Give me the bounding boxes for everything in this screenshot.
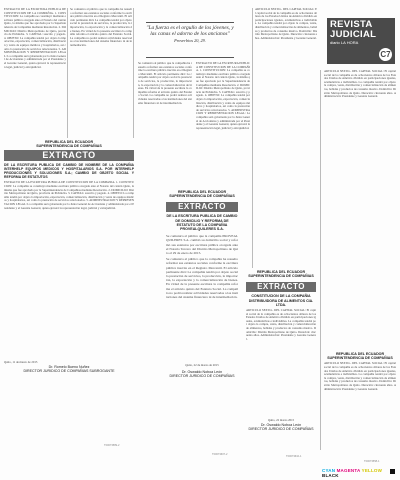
cmyk-registration (322, 468, 400, 478)
notice-c-body: ARTICULO SEXTO.- DEL CAPITAL SOCIAL: El capital social de la compañía es de ochocientos dólares de los Estados Unidos de América dividido en participaciones iguales, acumulativas e indivisibles. La compañía tendrá por objeto la compra, venta, distribución y comercialización de alimentos, bebidas y productos de consumo masivo. Domicilio: Distrito Metropolitano de Quito. Duración: cincuenta años. Administración: Presidente y Gerente General. (246, 309, 316, 341)
stamp-3: T00073610-1 (286, 455, 302, 458)
column-divider (320, 70, 321, 450)
cmyk-black: BLACK (322, 473, 339, 478)
column-divider (252, 8, 253, 268)
registration-swatch (390, 469, 395, 474)
notice-c-sign-title: DIRECTOR JURIDICO DE COMPAÑIAS (248, 426, 314, 431)
notice-c-superintendencia: SUPERINTENDENCIA DE COMPAÑIAS (248, 274, 314, 279)
page-number: C7 (380, 50, 391, 59)
notice-b-republic: REPUBLICA DEL ECUADOR (177, 190, 227, 194)
notice-a-sign-name: Dr. Romelo Bueno Nuñez (48, 365, 90, 369)
notice-c (246, 270, 316, 450)
notice-a-sign-title: DIRECTOR JURIDICO DE COMPAÑIAS SUBROGANTE (23, 369, 115, 374)
notice-d (324, 352, 396, 460)
notice-b-subject: DE LA ESCRITURA PUBLICA DE CAMBIO DE DOMICILIO Y REFORMA DE ESTATUTO DE LA COMPAÑIA PROVEALQUILERES S.A. (166, 214, 238, 232)
stamp-4: T00073558-1 (364, 460, 380, 463)
column-6-text: ARTICULO SEXTO.- DEL CAPITAL SOCIAL: El capital social de la compañía es de ochocientos dólares de los Estados Unidos de América dividido en participaciones iguales, acumulativas e indivisibles. La compañía tendrá por objeto la compra, venta, distribución y comercialización de alimentos, bebidas y productos de consumo masivo. Domicilio: Distrito Metropolitano de Quito. Duración: cincuenta años. Administración: Presidente y Gerente General. (324, 70, 396, 99)
notice-a (4, 140, 134, 436)
notice-b-date: Quito, 22 de marzo de 2015 (185, 363, 219, 368)
notice-a-band: EXTRACTO (4, 150, 134, 161)
column-2-text: Se comunica al público que la compañía ha resuelto reformar sus estatutos sociales conforme la escritura pública inscrita en el Registro Mercantil. El artículo pertinente dirá: La compañía tendrá por objeto social la prestación de servicios, la producción, la importación, la exportación y la comercialización de bienes. En virtud de la presente escritura la compañía reforma el artículo quinto del Estatuto Social. La compañía no podrá realizar actividades reservadas a las instituciones del sistema financiero ni de intermediación. (70, 8, 132, 47)
quote-box (146, 22, 234, 58)
notice-c-band: EXTRACTO (246, 282, 316, 292)
column-1-text: EXTRACTO DE LA ESCRITURA PUBLICA DE CONSTITUCION DE LA COMPAÑIA. 1. CONSTITUCION: La compañía se constituyó mediante escritura pública otorgada ante el Notario del cantón Quito, la misma que fue aprobada por la Superintendencia de Compañías mediante Resolución. 2. DOMICILIO: Distrito Metropolitano de Quito, provincia de Pichincha. 3. CAPITAL: suscrito y pagado. 4. OBJETO: La compañía tendrá por objeto la importación, exportación, comercialización, distribución y venta de equipos médicos y hospitalarios, así como la prestación de servicios relacionados. 5. ADMINISTRACION Y REPRESENTACION LEGAL: La compañía será gobernada por la Junta General de Accionistas y administrada por el Presidente y el Gerente General, quien ejercerá la representación legal, judicial y extrajudicial. (4, 8, 66, 69)
notice-a-subject: DE LA ESCRITURA PUBLICA DE CAMBIO DE NOMBRE DE LA COMPAÑIA INTERHELP EQUIPOS MEDICOS Y HOSPITALARIOS S.A. POR INTERHELP PRODUCCIONES Y SOLUCIONES S.A.; CAMBIO DE OBJETO SOCIAL Y REFORMA DE ESTATUTOS (4, 163, 134, 180)
notice-a-superintendencia: SUPERINTENDENCIA DE COMPAÑIAS (36, 144, 102, 149)
notice-c-republic: REPUBLICA DEL ECUADOR (256, 270, 306, 274)
stamp-2: T00073607-2 (212, 453, 228, 456)
quote-source: Proverbios 20, 29. (174, 38, 206, 44)
masthead-title: REVISTA JUDICIAL (330, 19, 377, 40)
notice-b-band: EXTRACTO (166, 202, 238, 212)
notice-b (166, 190, 238, 452)
stamp-1: T00073589-2 (104, 444, 120, 447)
cmyk-yellow: YELLOW (361, 468, 383, 473)
notice-d-body: ARTICULO SEXTO.- DEL CAPITAL SOCIAL: El capital social de la compañía es de ochocientos dólares de los Estados Unidos de América dividido en participaciones iguales, acumulativas e indivisibles. La compañía tendrá por objeto la compra, venta, distribución y comercialización de alimentos, bebidas y productos de consumo masivo. Domicilio: Distrito Metropolitano de Quito. Duración: cincuenta años. Administración: Presidente y Gerente General. (324, 362, 396, 391)
cmyk-magenta: MAGENTA (336, 468, 361, 473)
brand-name: diario (330, 40, 340, 45)
notice-b-superintendencia: SUPERINTENDENCIA DE COMPAÑIAS (169, 194, 235, 199)
notice-c-date: Quito, 22 marzo 2015 (267, 418, 295, 423)
notice-d-republic: REPUBLICA DEL ECUADOR (335, 352, 385, 356)
masthead (327, 18, 395, 64)
notice-c-sign-name: Dr. Oswaldo Noboa León (260, 422, 302, 427)
notice-b-body: Se comunica al público que la compañía PROVEALQUILERES S.A. cambió su domicilio social y reformó sus estatutos por escritura pública otorgada ante el Notario Tercero del Distrito Metropolitano de Quito el 29 de enero de 2015. (166, 234, 238, 256)
column-3-text: Se comunica al público que la compañía ha resuelto reformar sus estatutos sociales conforme la escritura pública inscrita en el Registro Mercantil. El artículo pertinente dirá: La compañía tendrá por objeto social la prestación de servicios, la producción, la importación, la exportación y la comercialización de bienes. En virtud de la presente escritura la compañía reforma el artículo quinto del Estatuto Social. La compañía no podrá realizar actividades reservadas a las instituciones del sistema financiero ni de intermediación. (138, 62, 192, 105)
notice-a-body: EXTRACTO DE LA ESCRITURA PUBLICA DE CONSTITUCION DE LA COMPAÑIA. 1. CONSTITUCION: La compañía se constituyó mediante escritura pública otorgada ante el Notario del cantón Quito, la misma que fue aprobada por la Superintendencia de Compañías mediante Resolución. 2. DOMICILIO: Distrito Metropolitano de Quito, provincia de Pichincha. 3. CAPITAL: suscrito y pagado. 4. OBJETO: La compañía tendrá por objeto la importación, exportación, comercialización, distribución y venta de equipos médicos y hospitalarios, así como la prestación de servicios relacionados. 5. ADMINISTRACION Y REPRESENTACION LEGAL: La compañía será gobernada por la Junta General de Accionistas y administrada por el Presidente y el Gerente General, quien ejercerá la representación legal, judicial y extrajudicial. (4, 181, 134, 210)
quote-text: "La fuerza es el orgullo de los jóvenes, y las canas el adorno de los ancianos" (146, 25, 234, 38)
column-divider (67, 8, 68, 138)
column-5-text: ARTICULO SEXTO.- DEL CAPITAL SOCIAL: El capital social de la compañía es de ochocientos dólares de los Estados Unidos de América dividido en participaciones iguales, acumulativas e indivisibles. La compañía tendrá por objeto la compra, venta, distribución y comercialización de alimentos, bebidas y productos de consumo masivo. Domicilio: Distrito Metropolitano de Quito. Duración: cincuenta años. Administración: Presidente y Gerente General. (255, 8, 317, 40)
brand-sub: LA HORA (340, 40, 359, 45)
cmyk-cyan: CYAN (322, 468, 336, 473)
column-4-text: EXTRACTO DE LA ESCRITURA PUBLICA DE CONSTITUCION DE LA COMPAÑIA. 1. CONSTITUCION: La compañía se constituyó mediante escritura pública otorgada ante el Notario del cantón Quito, la misma que fue aprobada por la Superintendencia de Compañías mediante Resolución. 2. DOMICILIO: Distrito Metropolitano de Quito, provincia de Pichincha. 3. CAPITAL: suscrito y pagado. 4. OBJETO: La compañía tendrá por objeto la importación, exportación, comercialización, distribución y venta de equipos médicos y hospitalarios, así como la prestación de servicios relacionados. 5. ADMINISTRACION Y REPRESENTACION LEGAL: La compañía será gobernada por la Junta General de Accionistas y administrada por el Presidente y el Gerente General, quien ejercerá la representación legal, judicial y extrajudicial. (196, 62, 250, 130)
notice-d-superintendencia: SUPERINTENDENCIA DE COMPAÑIAS (327, 356, 393, 361)
masthead-brand (327, 40, 395, 45)
notice-a-republic: REPUBLICA DEL ECUADOR (44, 140, 94, 144)
column-divider (133, 8, 134, 138)
notice-a-date: Quito, 11 de marzo de 2015 (4, 360, 38, 365)
notice-c-subject: CONSTITUCION DE LA COMPAÑIA DISTRIBUIDORA DE ALIMENTOS CIA. LTDA. (248, 294, 314, 307)
notice-b-sign-name: Dr. Oswaldo Noboa León (181, 369, 223, 374)
notice-b-sign-title: DIRECTOR JURIDICO DE COMPAÑIAS (169, 374, 235, 379)
notice-b-body-2: Se comunica al público que la compañía ha resuelto reformar sus estatutos sociales conforme la escritura pública inscrita en el Registro Mercantil. El artículo pertinente dirá: La compañía tendrá por objeto social la prestación de servicios, la producción, la importación, la exportación y la comercialización de bienes. En virtud de la presente escritura la compañía reforma el artículo quinto del Estatuto Social. La compañía no podrá realizar actividades reservadas a las instituciones del sistema financiero ni de intermediación. (166, 257, 238, 300)
